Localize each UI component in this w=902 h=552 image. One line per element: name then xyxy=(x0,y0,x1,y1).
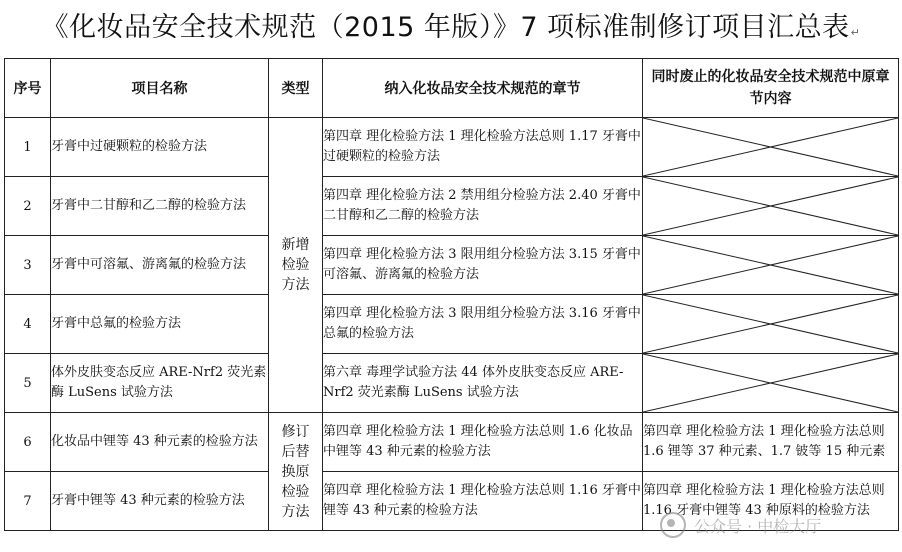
table-row xyxy=(5,295,899,354)
wechat-logo-icon xyxy=(660,512,686,538)
row-abolished: 第四章 理化检验方法 1 理化检验方法总则 1.6 锂等 37 种元素、1.7 铍等 15 种元素 xyxy=(643,413,899,472)
type-new: 新增检验方法 xyxy=(269,118,323,413)
row-name: 化妆品中锂等 43 种元素的检验方法 xyxy=(51,413,269,472)
row-seq: 6 xyxy=(5,413,51,472)
row-chapter: 第四章 理化检验方法 1 理化检验方法总则 1.16 牙膏中锂等 43 种元素的检验方法 xyxy=(323,472,643,531)
row-chapter: 第四章 理化检验方法 3 限用组分检验方法 3.16 牙膏中总氟的检验方法 xyxy=(323,295,643,354)
header-chapter: 纳入化妆品安全技术规范的章节 xyxy=(323,59,643,118)
row-chapter: 第六章 毒理学试验方法 44 体外皮肤变态反应 ARE-Nrf2 荧光素酶 LuSens 试验方法 xyxy=(323,354,643,413)
table-row xyxy=(5,177,899,236)
row-name: 牙膏中二甘醇和乙二醇的检验方法 xyxy=(51,177,269,236)
table-row xyxy=(5,236,899,295)
watermark-text: 公众号 · 中检大厅 xyxy=(694,516,822,536)
row-seq: 3 xyxy=(5,236,51,295)
header-name: 项目名称 xyxy=(51,59,269,118)
header-seq: 序号 xyxy=(5,59,51,118)
empty-crossed-cell xyxy=(643,118,899,177)
empty-crossed-cell xyxy=(643,236,899,295)
row-seq: 7 xyxy=(5,472,51,531)
row-name: 牙膏中锂等 43 种元素的检验方法 xyxy=(51,472,269,531)
type-revised: 修订后替换原检验方法 xyxy=(269,413,323,531)
row-chapter: 第四章 理化检验方法 3 限用组分检验方法 3.15 牙膏中可溶氟、游离氟的检验方法 xyxy=(323,236,643,295)
table-row xyxy=(5,118,899,177)
header-abolished: 同时废止的化妆品安全技术规范中原章节内容 xyxy=(643,59,899,118)
row-name: 牙膏中过硬颗粒的检验方法 xyxy=(51,118,269,177)
table-row xyxy=(5,413,899,472)
header-type: 类型 xyxy=(269,59,323,118)
row-abolished: 第四章 理化检验方法 1 理化检验方法总则 1.16 牙膏中锂等 43 种原料的检验方法 xyxy=(643,472,899,531)
row-seq: 5 xyxy=(5,354,51,413)
empty-crossed-cell xyxy=(643,354,899,413)
empty-crossed-cell xyxy=(643,295,899,354)
row-chapter: 第四章 理化检验方法 2 禁用组分检验方法 2.40 牙膏中二甘醇和乙二醇的检验方法 xyxy=(323,177,643,236)
watermark xyxy=(660,508,900,542)
standards-table xyxy=(4,58,899,531)
row-seq: 2 xyxy=(5,177,51,236)
row-name: 牙膏中可溶氟、游离氟的检验方法 xyxy=(51,236,269,295)
row-name: 体外皮肤变态反应 ARE-Nrf2 荧光素酶 LuSens 试验方法 xyxy=(51,354,269,413)
row-seq: 1 xyxy=(5,118,51,177)
row-chapter: 第四章 理化检验方法 1 理化检验方法总则 1.6 化妆品中锂等 43 种元素的检验方法 xyxy=(323,413,643,472)
empty-crossed-cell xyxy=(643,177,899,236)
row-name: 牙膏中总氟的检验方法 xyxy=(51,295,269,354)
page-title: 《化妆品安全技术规范（2015 年版）》7 项标准制修订项目汇总表↵ xyxy=(41,12,861,43)
row-seq: 4 xyxy=(5,295,51,354)
row-chapter: 第四章 理化检验方法 1 理化检验方法总则 1.17 牙膏中过硬颗粒的检验方法 xyxy=(323,118,643,177)
table-row xyxy=(5,354,899,413)
header-row xyxy=(5,59,899,118)
